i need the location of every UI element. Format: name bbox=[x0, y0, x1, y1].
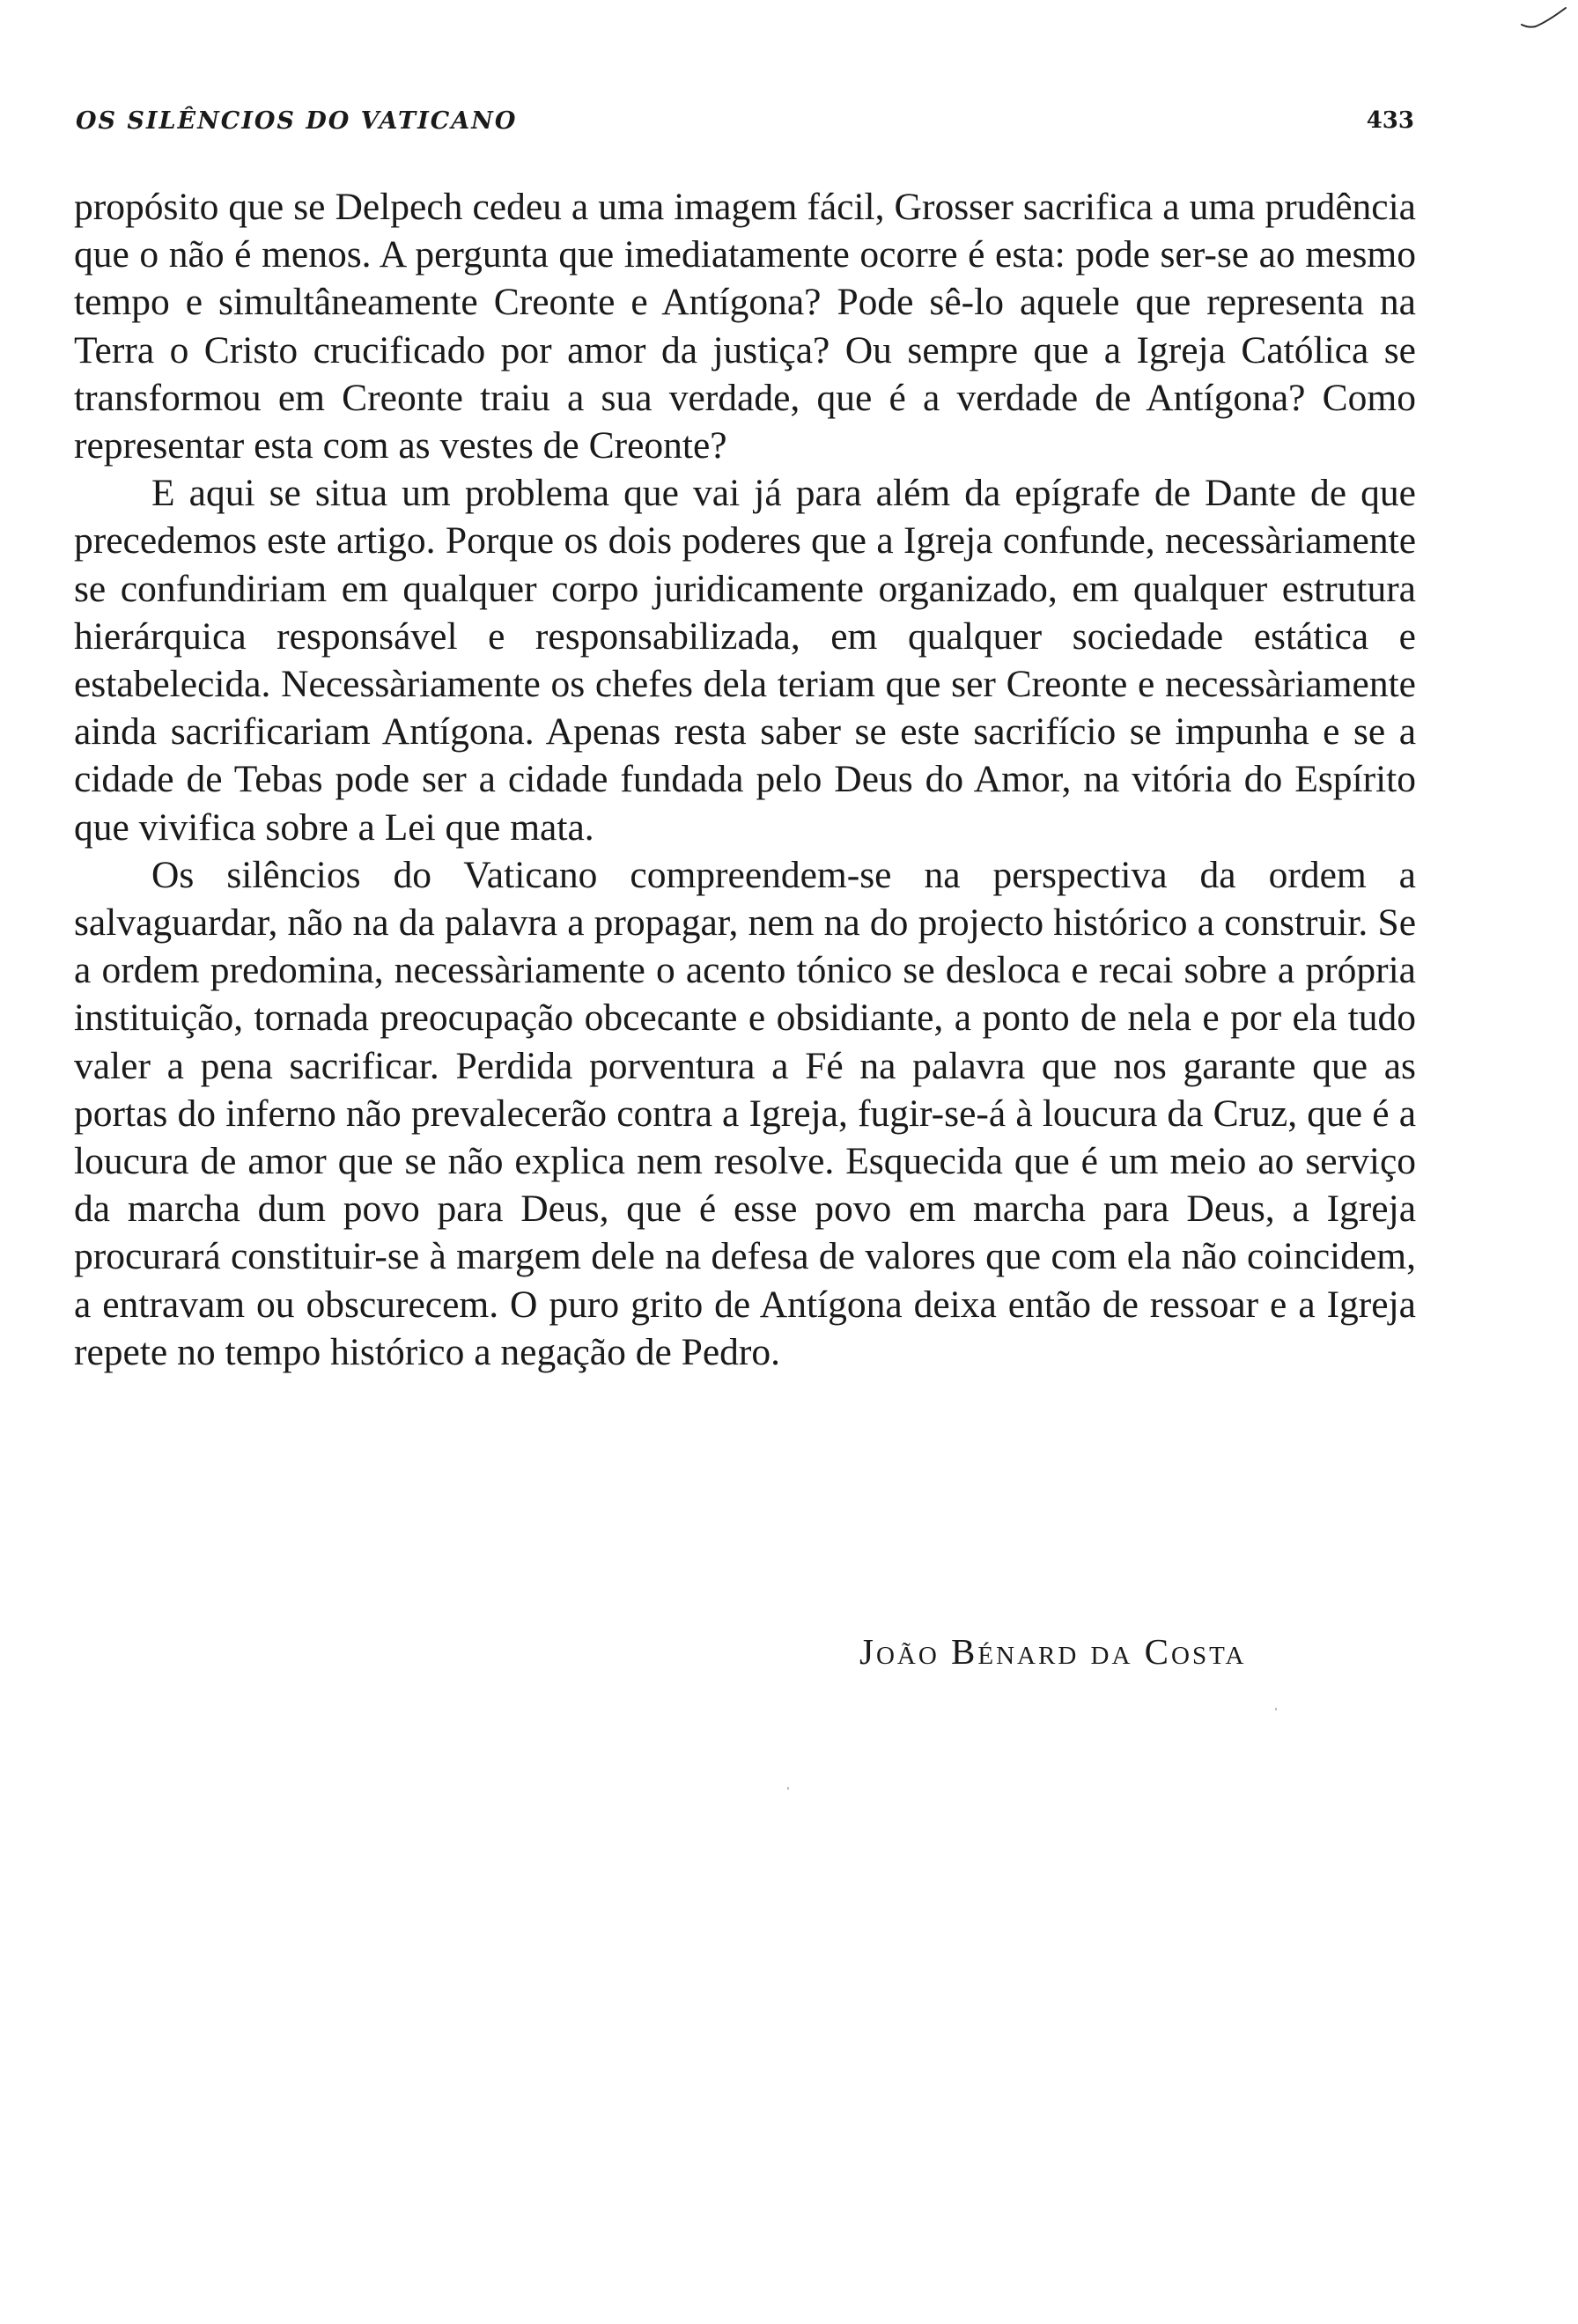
paragraph-continued: propósito que se Delpech cedeu a uma imagem fácil, Grosser sacrifica a uma prudência que o não é menos. A pergunta que imediatamente ocorre é esta: pode ser-se ao mesmo tempo e simultâneamente Creonte e Antígona? Pode sê-lo aquele que representa na Terra o Cristo crucificado por amor da justiça? Ou sempre que a Igreja Católica se transformou em Creonte traiu a sua verdade, que é a verdade de Antígona? Como representar esta com as vestes de Creonte? bbox=[74, 186, 1416, 467]
page-number: 433 bbox=[1366, 107, 1414, 134]
paper-speck bbox=[1275, 1708, 1277, 1710]
paragraph: E aqui se situa um problema que vai já para além da epígrafe de Dante de que precedemos este artigo. Porque os dois poderes que a Igreja confunde, necessàriamente se confundiriam em qualquer corpo juridicamente organizado, em qualquer estrutura hierárquica responsável e responsabilizada, em qualquer sociedade estática e estabelecida. Necessàriamente os chefes dela teriam que ser Creonte e necessàriamente ainda sacrificariam Antígona. Apenas resta saber se este sacrifício se impunha e se a cidade de Tebas pode ser a cidade fundada pelo Deus do Amor, na vitória do Espírito que vivifica sobre a Lei que mata. bbox=[74, 472, 1416, 849]
running-head bbox=[76, 107, 1414, 143]
paper-speck bbox=[787, 1787, 789, 1790]
article-body bbox=[74, 183, 1416, 1376]
pencil-check-mark bbox=[1520, 5, 1567, 32]
running-title: OS SILÊNCIOS DO VATICANO bbox=[76, 107, 518, 135]
author-signature: João Bénard da Costa bbox=[859, 1631, 1247, 1672]
paragraph: Os silêncios do Vaticano compreendem-se na perspectiva da ordem a salvaguardar, não na da palavra a propagar, nem na do projecto histórico a construir. Se a ordem predomina, necessàriamente o acento tónico se desloca e recai sobre a própria instituição, tornada preocupação obcecante e obsidiante, a ponto de nela e por ela tudo valer a pena sacrificar. Perdida porventura a Fé na palavra que nos garante que as portas do inferno não prevalecerão contra a Igreja, fugir-se-á à loucura da Cruz, que é a loucura de amor que se não explica nem resolve. Esquecida que é um meio ao serviço da marcha dum povo para Deus, que é esse povo em marcha para Deus, a Igreja procurará constituir-se à margem dele na defesa de valores que com ela não coincidem, a entravam ou obscurecem. O puro grito de Antígona deixa então de ressoar e a Igreja repete no tempo histórico a negação de Pedro. bbox=[74, 853, 1416, 1373]
